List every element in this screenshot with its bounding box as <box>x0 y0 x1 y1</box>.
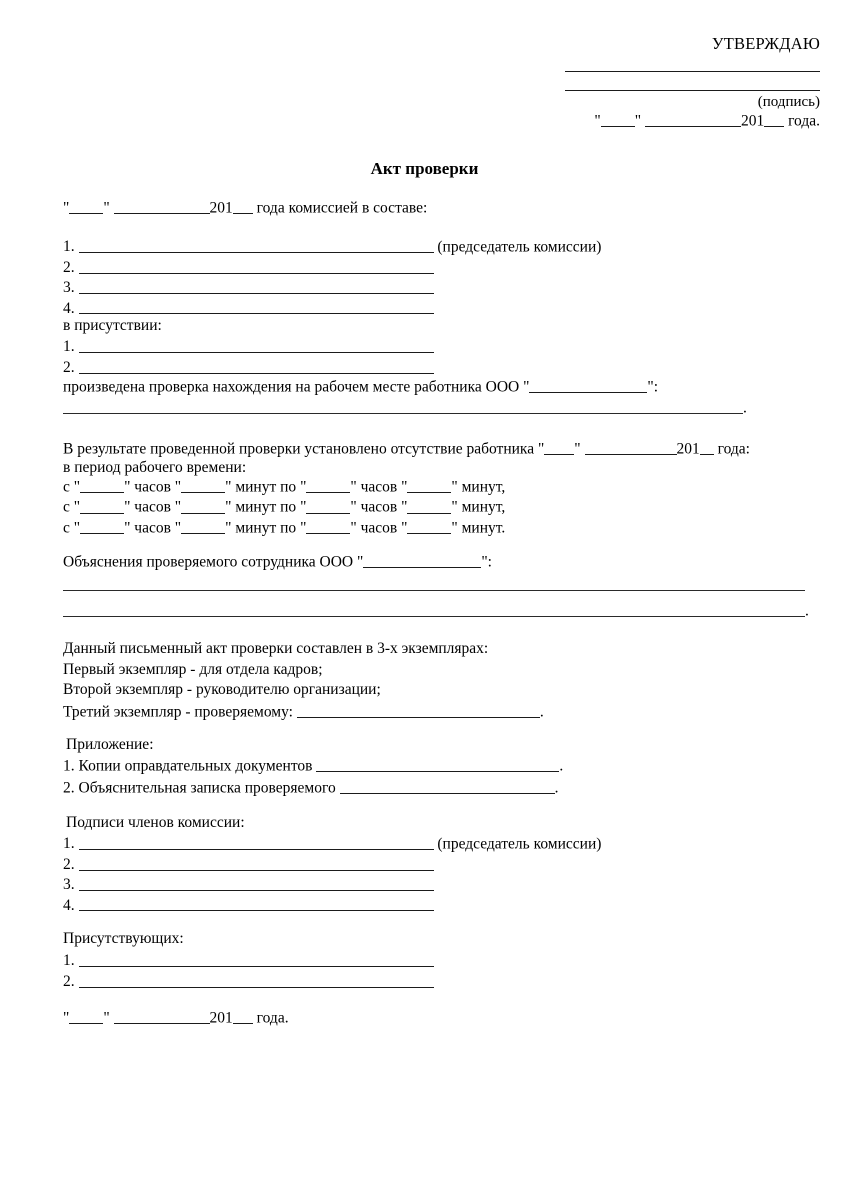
quote-open: " <box>63 1009 70 1027</box>
signatures-label: Подписи членов комиссии: <box>66 814 245 831</box>
time-to-hours-blank <box>306 498 350 513</box>
quote-open: " <box>73 498 81 516</box>
time-period-row <box>63 519 505 536</box>
appendix-item-1-blank <box>316 757 559 772</box>
time-from-minutes-blank <box>181 478 225 493</box>
time-from-hours-blank <box>80 478 124 493</box>
copies-line-1: Данный письменный акт проверки составлен в 3-х экземплярах: <box>63 640 489 657</box>
list-item-number: 2. <box>63 855 75 873</box>
final-year-prefix: 201 <box>209 1009 233 1027</box>
approval-date-suffix: года. <box>788 111 820 129</box>
quote-close: " <box>451 519 458 537</box>
approval-year-prefix: 201 <box>740 111 765 129</box>
commission-member-4-blank <box>79 299 434 314</box>
inspection-rule-end: . <box>743 399 747 417</box>
list-item <box>63 358 434 375</box>
appendix-item1-end: . <box>559 757 564 775</box>
intro-day-blank <box>69 199 103 214</box>
po-word: по <box>280 519 297 537</box>
list-item <box>63 299 601 316</box>
list-item <box>63 855 601 872</box>
appendix-item-2 <box>63 779 563 796</box>
signature-3-blank <box>79 876 434 891</box>
result-year-prefix: 201 <box>676 440 700 458</box>
approval-day-blank <box>601 112 635 127</box>
hours-word: часов <box>360 478 398 496</box>
list-item <box>63 238 601 255</box>
quote-close: " <box>124 478 131 496</box>
list-item-number: 1. <box>63 835 75 853</box>
quote-close: " <box>225 519 232 537</box>
commission-member-2-blank <box>79 258 434 273</box>
list-item <box>63 896 601 913</box>
final-month-blank <box>114 1009 210 1024</box>
explanations-label <box>63 553 492 570</box>
quote-open: " <box>174 519 182 537</box>
quote-close: ": <box>481 553 492 571</box>
time-from-minutes-blank <box>181 498 225 513</box>
quote-open: " <box>357 553 364 571</box>
quote-close: " <box>124 519 131 537</box>
quote-close: " <box>634 111 642 129</box>
quote-open: " <box>63 199 70 217</box>
hours-word: часов <box>360 498 398 516</box>
time-period-row <box>63 498 505 515</box>
quote-close: " <box>451 478 458 496</box>
attendees-label: Присутствующих: <box>63 930 184 947</box>
inspection-details-blank <box>63 399 743 414</box>
time-from-hours-blank <box>80 498 124 513</box>
copies-line-3: Второй экземпляр - руководителю организации; <box>63 681 381 698</box>
hours-word: часов <box>134 498 171 516</box>
po-word: по <box>280 498 297 516</box>
signature-4-blank <box>79 896 434 911</box>
approval-year-blank <box>764 112 784 127</box>
explanations-rule-end: . <box>805 602 809 620</box>
intro-tail: года комиссией в составе: <box>256 199 428 217</box>
row-prefix: с <box>63 478 70 496</box>
list-item <box>63 952 434 969</box>
explanations-rule-row <box>63 576 809 593</box>
minutes-word: минут <box>235 519 277 537</box>
present-persons-list <box>63 338 434 379</box>
explanations-text: Объяснения проверяемого сотрудника ООО <box>63 553 354 571</box>
time-to-minutes-blank <box>407 498 451 513</box>
hours-word: часов <box>134 519 171 537</box>
appendix-item1-text: 1. Копии оправдательных документов <box>63 757 313 775</box>
final-date-line <box>63 1009 289 1026</box>
list-item <box>63 279 601 296</box>
quote-open: " <box>401 478 408 496</box>
explanations-company-blank <box>363 553 481 568</box>
minutes-word-end: минут, <box>461 478 506 496</box>
quote-close: " <box>103 1009 110 1027</box>
quote-open: " <box>73 519 81 537</box>
approval-name-rule-2 <box>565 89 820 91</box>
time-to-hours-blank <box>306 478 350 493</box>
attendee-1-blank <box>79 952 434 967</box>
quote-close: ": <box>647 378 659 396</box>
approval-month-blank <box>645 112 741 127</box>
explanations-blank-2 <box>63 602 805 617</box>
list-item <box>63 338 434 355</box>
final-date-suffix: года. <box>256 1009 289 1027</box>
explanations-blank-1 <box>63 576 805 591</box>
intro-year-prefix: 201 <box>209 199 233 217</box>
list-item-number: 3. <box>63 876 75 894</box>
quote-close: " <box>124 498 131 516</box>
appendix-label: Приложение: <box>66 736 154 753</box>
list-item-number: 1. <box>63 952 75 970</box>
quote-open: " <box>401 519 408 537</box>
present-label: в присутствии: <box>63 317 162 334</box>
list-item-number: 1. <box>63 338 75 356</box>
explanations-rules <box>63 576 809 628</box>
present-person-2-blank <box>79 358 434 373</box>
minutes-word: минут <box>235 498 277 516</box>
list-item-number: 1. <box>63 238 75 256</box>
quote-open: " <box>401 498 408 516</box>
list-item <box>63 258 601 275</box>
quote-close: " <box>225 498 232 516</box>
page-title: Акт проверки <box>370 159 479 178</box>
time-periods-list <box>63 478 505 539</box>
approval-signature-caption: (подпись) <box>757 93 820 110</box>
row-prefix: с <box>63 519 70 537</box>
quote-open: " <box>300 498 307 516</box>
list-item-number: 4. <box>63 299 75 317</box>
appendix-item-1 <box>63 757 563 774</box>
intro-month-blank <box>114 199 210 214</box>
quote-open: " <box>174 498 182 516</box>
hours-word: часов <box>134 478 171 496</box>
row-prefix: с <box>63 498 70 516</box>
approval-block <box>520 36 820 128</box>
result-month-blank <box>585 440 677 455</box>
result-block <box>63 440 750 478</box>
quote-close: " <box>350 478 357 496</box>
copies-line-4 <box>63 703 544 720</box>
copies-block <box>63 641 544 724</box>
time-from-hours-blank <box>80 519 124 534</box>
commission-members-list <box>63 238 601 320</box>
quote-close: " <box>350 498 357 516</box>
result-line1-tail: года: <box>717 440 750 458</box>
quote-close: " <box>225 478 232 496</box>
po-word: по <box>280 478 297 496</box>
result-line-2: в период рабочего времени: <box>63 458 247 476</box>
hours-word: часов <box>360 519 398 537</box>
minutes-word: минут <box>235 478 277 496</box>
appendix-item2-text: 2. Объяснительная записка проверяемого <box>63 779 336 797</box>
list-item-number: 2. <box>63 258 75 276</box>
chairman-note: (председатель комиссии) <box>437 835 602 853</box>
list-item-number: 4. <box>63 896 75 914</box>
quote-open: " <box>300 478 307 496</box>
intro-date-line <box>63 199 427 216</box>
copies-line4-text: Третий экземпляр - проверяемому: <box>63 702 293 720</box>
minutes-word-end: минут. <box>461 519 506 537</box>
result-year-blank <box>700 440 714 455</box>
time-to-hours-blank <box>306 519 350 534</box>
intro-year-blank <box>233 199 253 214</box>
quote-open: " <box>523 378 530 396</box>
quote-open: " <box>300 519 307 537</box>
attendees-list <box>63 952 434 993</box>
signatures-list <box>63 835 601 917</box>
time-period-row <box>63 478 505 495</box>
list-item <box>63 835 601 852</box>
quote-open: " <box>537 440 545 458</box>
time-to-minutes-blank <box>407 519 451 534</box>
chairman-note: (председатель комиссии) <box>437 238 602 256</box>
commission-member-3-blank <box>79 279 434 294</box>
quote-close: " <box>451 498 458 516</box>
appendix-item-2-blank <box>340 779 555 794</box>
appendix-list <box>63 757 563 801</box>
result-text: В результате проведенной проверки установлено отсутствие работника <box>63 440 535 458</box>
list-item <box>63 972 434 989</box>
quote-open: " <box>73 478 81 496</box>
commission-member-1-blank <box>79 238 434 253</box>
explanations-rule-row <box>63 602 809 619</box>
approval-date-line <box>520 112 820 129</box>
time-from-minutes-blank <box>181 519 225 534</box>
list-item-number: 2. <box>63 358 75 376</box>
signature-1-blank <box>79 835 434 850</box>
quote-open: " <box>174 478 182 496</box>
inspection-company-blank <box>529 378 647 393</box>
final-day-blank <box>69 1009 103 1024</box>
quote-close: " <box>103 199 110 217</box>
minutes-word-end: минут, <box>461 498 506 516</box>
list-item-number: 3. <box>63 279 75 297</box>
result-day-blank <box>544 440 574 455</box>
attendee-2-blank <box>79 972 434 987</box>
quote-open: " <box>594 111 601 129</box>
time-to-minutes-blank <box>407 478 451 493</box>
result-line-1 <box>63 440 750 457</box>
copies-line-2: Первый экземпляр - для отдела кадров; <box>63 660 323 678</box>
final-year-blank <box>233 1009 253 1024</box>
appendix-item2-end: . <box>554 779 559 797</box>
approval-name-rule-1 <box>565 70 820 72</box>
inspection-statement <box>63 378 658 395</box>
list-item <box>63 876 601 893</box>
inspection-text: произведена проверка нахождения на рабочем месте работника ООО <box>63 378 520 396</box>
quote-close: " <box>350 519 357 537</box>
copies-recipient-blank <box>297 703 540 718</box>
list-item-number: 2. <box>63 972 75 990</box>
approval-heading: УТВЕРЖДАЮ <box>711 34 820 53</box>
quote-close: " <box>574 440 581 458</box>
copies-line4-end: . <box>539 702 544 720</box>
present-person-1-blank <box>79 338 434 353</box>
inspection-details-rule-row <box>63 399 747 416</box>
signature-2-blank <box>79 855 434 870</box>
